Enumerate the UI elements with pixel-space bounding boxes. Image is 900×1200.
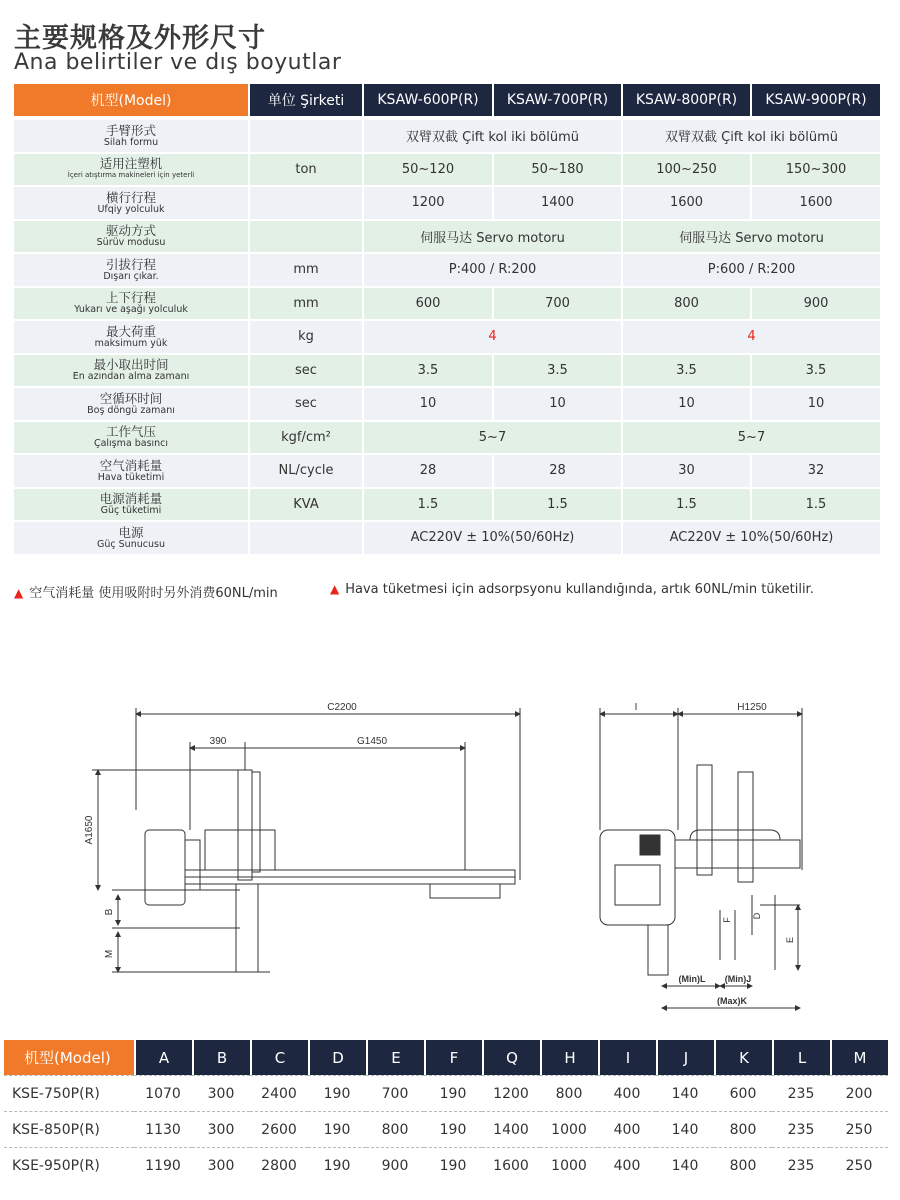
spec-unit [248, 187, 362, 221]
dims-cell: 140 [656, 1075, 714, 1111]
dims-cell: 235 [772, 1111, 830, 1147]
spec-value: 100~250 [621, 154, 750, 188]
dim-b-label: B [104, 908, 115, 916]
spec-value: 700 [492, 288, 621, 322]
dims-cell: 190 [308, 1147, 366, 1183]
dim-e-label: E [785, 936, 795, 944]
dims-cell: 800 [714, 1147, 772, 1183]
spec-label: 引拔行程 Dışarı çıkar. [14, 254, 248, 288]
dims-header-cell: K [714, 1040, 772, 1075]
page-subtitle: Ana belirtiler ve dış boyutlar [14, 50, 342, 75]
dims-cell: 250 [830, 1111, 888, 1147]
note-cn: ▲ 空气消耗量 使用吸附时另外消费60NL/min [14, 586, 278, 601]
dims-cell: 190 [424, 1147, 482, 1183]
spec-unit: sec [248, 355, 362, 389]
dims-row-850 [4, 1111, 888, 1147]
dims-cell: 400 [598, 1075, 656, 1111]
spec-label: 最小取出时间 En azından alma zamanı [14, 355, 248, 389]
dims-cell: 2800 [250, 1147, 308, 1183]
page-title: 主要规格及外形尺寸 [14, 23, 266, 54]
spec-row-pullout [14, 254, 880, 288]
dims-cell: 1190 [134, 1147, 192, 1183]
spec-row-power-supply [14, 522, 880, 556]
dims-cell: 800 [366, 1111, 424, 1147]
dims-cell: 1200 [482, 1075, 540, 1111]
spec-label: 电源消耗量 Güç tüketimi [14, 489, 248, 523]
spec-label: 驱动方式 Sürüv modusu [14, 221, 248, 255]
spec-value: 28 [492, 455, 621, 489]
spec-value: 32 [750, 455, 880, 489]
spec-value-right: 5~7 [621, 422, 880, 456]
spec-row-machine [14, 154, 880, 188]
dims-cell-model: KSE-950P(R) [4, 1147, 134, 1183]
spec-label: 电源 Güç Sunucusu [14, 522, 248, 556]
spec-row-vertical [14, 288, 880, 322]
dim-f-label: F [722, 917, 732, 923]
spec-value-left: 伺服马达 Servo motoru [362, 221, 621, 255]
dims-row-950 [4, 1147, 888, 1183]
spec-value: 50~180 [492, 154, 621, 188]
spec-unit [248, 221, 362, 255]
dims-cell: 190 [424, 1075, 482, 1111]
spec-label: 最大荷重 maksimum yük [14, 321, 248, 355]
dims-cell: 400 [598, 1147, 656, 1183]
spec-value-right: 4 [621, 321, 880, 355]
spec-row-min-takeout [14, 355, 880, 389]
spec-value: 900 [750, 288, 880, 322]
dims-header-row [4, 1040, 888, 1075]
dims-cell: 140 [656, 1111, 714, 1147]
spec-label: 横行行程 Ufqiy yolculuk [14, 187, 248, 221]
spec-value: 600 [362, 288, 492, 322]
dims-cell: 800 [540, 1075, 598, 1111]
spec-header-model-2: KSAW-700P(R) [492, 84, 621, 120]
note-tr: ▲ Hava tüketmesi için adsorpsyonu kullandığında, artık 60NL/min tüketilir. [330, 582, 814, 597]
spec-row-drive [14, 221, 880, 255]
spec-value: 1.5 [750, 489, 880, 523]
spec-unit: kgf/cm² [248, 422, 362, 456]
dim-i-label: I [634, 702, 638, 713]
spec-label: 空循环时间 Boş döngü zamanı [14, 388, 248, 422]
spec-value: 1.5 [492, 489, 621, 523]
dims-cell: 1000 [540, 1111, 598, 1147]
dim-maxk-label: (Max)K [716, 996, 748, 1006]
dimension-drawing [0, 680, 900, 1020]
spec-value: 3.5 [362, 355, 492, 389]
spec-value-left: AC220V ± 10%(50/60Hz) [362, 522, 621, 556]
spec-row-traverse [14, 187, 880, 221]
spec-unit: mm [248, 254, 362, 288]
spec-value: 10 [750, 388, 880, 422]
spec-value: 150~300 [750, 154, 880, 188]
spec-value-right: AC220V ± 10%(50/60Hz) [621, 522, 880, 556]
spec-table [14, 84, 880, 556]
warning-triangle-icon: ▲ [14, 586, 24, 600]
spec-value-right: 双臂双截 Çift kol iki bölümü [621, 120, 880, 154]
spec-value-left: 双臂双截 Çift kol iki bölümü [362, 120, 621, 154]
dim-minj-label: (Min)J [724, 974, 752, 984]
spec-row-air-consumption [14, 455, 880, 489]
spec-value: 1200 [362, 187, 492, 221]
dims-cell: 190 [424, 1111, 482, 1147]
dims-cell: 250 [830, 1147, 888, 1183]
dims-cell: 140 [656, 1147, 714, 1183]
spec-row-arm-type [14, 120, 880, 154]
warning-triangle-icon: ▲ [330, 582, 340, 596]
dims-cell: 700 [366, 1075, 424, 1111]
spec-value-right: P:600 / R:200 [621, 254, 880, 288]
dims-cell-model: KSE-750P(R) [4, 1075, 134, 1111]
dims-cell: 2600 [250, 1111, 308, 1147]
dims-row-750 [4, 1075, 888, 1111]
dim-h-label: H1250 [737, 702, 767, 713]
dims-cell: 300 [192, 1075, 250, 1111]
spec-value-right: 伺服马达 Servo motoru [621, 221, 880, 255]
dims-cell: 400 [598, 1111, 656, 1147]
spec-unit: kg [248, 321, 362, 355]
spec-value: 800 [621, 288, 750, 322]
dims-header-cell: F [424, 1040, 482, 1075]
dims-cell-model: KSE-850P(R) [4, 1111, 134, 1147]
spec-value: 50~120 [362, 154, 492, 188]
spec-value: 1400 [492, 187, 621, 221]
spec-value: 3.5 [621, 355, 750, 389]
spec-unit: KVA [248, 489, 362, 523]
dims-cell: 1000 [540, 1147, 598, 1183]
spec-value: 3.5 [492, 355, 621, 389]
spec-header-model-3: KSAW-800P(R) [621, 84, 750, 120]
dims-header-cell: M [830, 1040, 888, 1075]
spec-unit: NL/cycle [248, 455, 362, 489]
spec-value-left: P:400 / R:200 [362, 254, 621, 288]
spec-value: 1.5 [362, 489, 492, 523]
dims-header-cell: A [134, 1040, 192, 1075]
dims-cell: 900 [366, 1147, 424, 1183]
spec-unit [248, 522, 362, 556]
dims-header-cell: H [540, 1040, 598, 1075]
dim-c-label: C2200 [327, 702, 357, 713]
spec-value-left: 4 [362, 321, 621, 355]
dim-d-label: D [752, 912, 762, 920]
dims-header-cell: C [250, 1040, 308, 1075]
spec-unit [248, 120, 362, 154]
spec-value: 3.5 [750, 355, 880, 389]
dim-minl-label: (Min)L [678, 974, 706, 984]
dims-cell: 600 [714, 1075, 772, 1111]
dims-cell: 190 [308, 1075, 366, 1111]
spec-row-dry-cycle [14, 388, 880, 422]
spec-header-model: 机型(Model) [14, 84, 248, 120]
spec-row-air-pressure [14, 422, 880, 456]
dims-header-model: 机型(Model) [4, 1040, 134, 1075]
spec-label: 手臂形式 Silah formu [14, 120, 248, 154]
spec-label: 上下行程 Yukarı ve aşağı yolculuk [14, 288, 248, 322]
dims-header-cell: L [772, 1040, 830, 1075]
spec-header-row [14, 84, 880, 120]
dims-cell: 1600 [482, 1147, 540, 1183]
spec-row-max-load [14, 321, 880, 355]
dims-cell: 300 [192, 1111, 250, 1147]
spec-label: 空气消耗量 Hava tüketimi [14, 455, 248, 489]
dims-cell: 200 [830, 1075, 888, 1111]
spec-label: 适用注塑机 İçeri atıştırma makineleri için yeterli [14, 154, 248, 188]
spec-value: 10 [362, 388, 492, 422]
dims-header-cell: I [598, 1040, 656, 1075]
spec-value: 28 [362, 455, 492, 489]
dim-g-label: G1450 [356, 736, 388, 747]
dims-cell: 800 [714, 1111, 772, 1147]
spec-unit: sec [248, 388, 362, 422]
dims-header-cell: Q [482, 1040, 540, 1075]
spec-header-unit: 单位 Şirketi [248, 84, 362, 120]
dims-cell: 300 [192, 1147, 250, 1183]
spec-value: 10 [621, 388, 750, 422]
spec-row-power-consumption [14, 489, 880, 523]
dims-cell: 235 [772, 1147, 830, 1183]
dim-390-label: 390 [209, 736, 227, 747]
spec-value: 10 [492, 388, 621, 422]
spec-value: 1.5 [621, 489, 750, 523]
spec-header-model-4: KSAW-900P(R) [750, 84, 880, 120]
dims-cell: 2400 [250, 1075, 308, 1111]
spec-unit: mm [248, 288, 362, 322]
dims-cell: 1070 [134, 1075, 192, 1111]
dims-header-cell: E [366, 1040, 424, 1075]
spec-unit: ton [248, 154, 362, 188]
dims-cell: 1130 [134, 1111, 192, 1147]
side-view-drawing [92, 708, 520, 972]
dims-cell: 190 [308, 1111, 366, 1147]
spec-header-model-1: KSAW-600P(R) [362, 84, 492, 120]
spec-value: 1600 [621, 187, 750, 221]
dims-header-cell: D [308, 1040, 366, 1075]
dims-cell: 1400 [482, 1111, 540, 1147]
dims-cell: 235 [772, 1075, 830, 1111]
dims-header-cell: J [656, 1040, 714, 1075]
spec-value-left: 5~7 [362, 422, 621, 456]
dim-a-label: A1650 [84, 815, 95, 845]
spec-value: 30 [621, 455, 750, 489]
dim-m-label: M [104, 949, 115, 959]
front-view-drawing [600, 708, 802, 1008]
spec-value: 1600 [750, 187, 880, 221]
dimensions-table [4, 1040, 888, 1183]
spec-label: 工作气压 Çalışma basıncı [14, 422, 248, 456]
dims-header-cell: B [192, 1040, 250, 1075]
